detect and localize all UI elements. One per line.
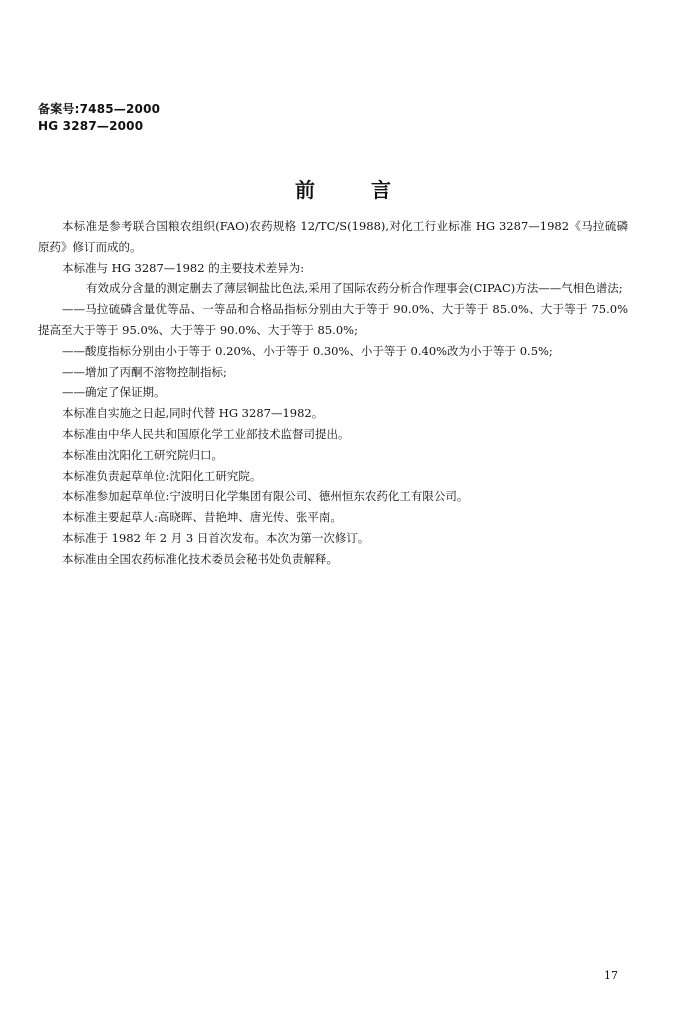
paragraph: 本标准参加起草单位:宁波明日化学集团有限公司、德州恒东农药化工有限公司。 (62, 489, 469, 504)
paragraph: 本标准与 HG 3287—1982 的主要技术差异为: (62, 260, 305, 275)
paragraph: 有效成分含量的测定删去了薄层铜盐比色法,采用了国际农药分析合作理事会(CIPAC)方法——气相色谱法; (86, 281, 623, 296)
list-item: ——确定了保证期。 (62, 385, 166, 400)
standard-code: HG 3287—2000 (38, 119, 144, 133)
document-body (38, 216, 628, 570)
paragraph: 本标准主要起草人:高晓晖、昔艳坤、唐光传、张平南。 (62, 510, 342, 525)
paragraph: 本标准由沈阳化工研究院归口。 (62, 447, 223, 462)
paragraph: 本标准由中华人民共和国原化学工业部技术监督司提出。 (62, 426, 350, 441)
list-item: ——马拉硫磷含量优等品、一等品和合格品指标分别由大于等于 90.0%、大于等于 85.0%、大于等于 75.0%提高至大于等于 95.0%、大于等于 90.0%、大于等于 85.0%; (38, 302, 628, 337)
list-item: ——酸度指标分别由小于等于 0.20%、小于等于 0.30%、小于等于 0.40%改为小于等于 0.5%; (62, 343, 553, 358)
page-title: 前言 (295, 178, 447, 202)
record-number: 备案号:7485—2000 (38, 102, 161, 116)
list-item: ——增加了丙酮不溶物控制指标; (62, 364, 227, 379)
paragraph: 本标准于 1982 年 2 月 3 日首次发布。本次为第一次修订。 (62, 530, 370, 545)
paragraph: 本标准负责起草单位:沈阳化工研究院。 (62, 468, 262, 483)
paragraph: 本标准自实施之日起,同时代替 HG 3287—1982。 (62, 406, 324, 421)
page-number: 17 (604, 969, 618, 982)
paragraph: 本标准由全国农药标准化技术委员会秘书处负责解释。 (62, 551, 338, 566)
paragraph: 本标准是参考联合国粮农组织(FAO)农药规格 12/TC/S(1988),对化工行业标准 HG 3287—1982《马拉硫磷原药》修订而成的。 (38, 219, 628, 254)
